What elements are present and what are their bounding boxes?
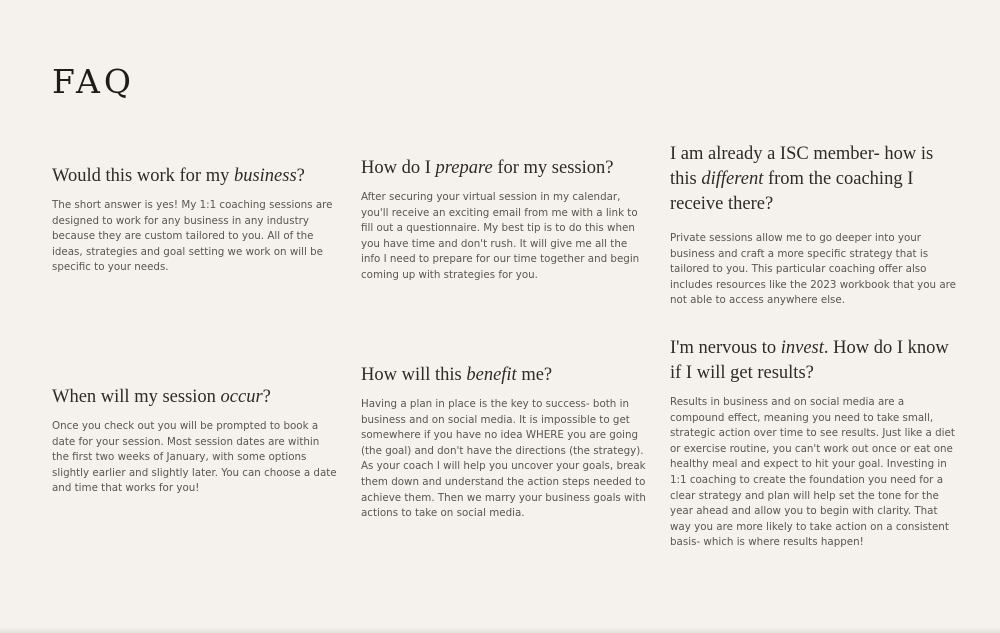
question-text: I'm nervous to [670,338,781,358]
faq-answer: The short answer is yes! My 1:1 coaching sessions are designed to work for any business in any industry because they are custom tailored to you. All of the ideas, strategies and goal setting we work on will be specific to your needs. [52,199,333,274]
faq-answer: Once you check out you will be prompted to book a date for your session. Most session dates are within the first two weeks of January, with some options slightly earlier and slightly later. You can choose a date and time that works for you! [52,420,337,495]
question-emphasis: benefit [466,365,517,385]
question-text: me? [516,365,553,385]
faq-item-invest [670,336,960,551]
faq-answer: Private sessions allow me to go deeper into your business and craft a more specific strategy that is tailored to you. This particular coaching offer also includes resources like the 2023 workbook that you are not able to access anywhere else. [670,232,957,307]
question-text: When will my session [52,387,221,407]
faq-item-business [52,164,337,276]
faq-item-benefit [361,363,646,522]
faq-item-prepare [361,156,646,284]
question-text: ? [296,166,305,186]
question-emphasis: invest [780,338,824,358]
question-text: for my session? [492,158,614,178]
question-text: Would this work for my [52,166,234,186]
faq-question [52,385,337,410]
faq-item-different [670,142,960,309]
faq-question [361,156,646,181]
faq-answer: Results in business and on social media are a compound effect, meaning you need to take small, strategic action over time to see results. Just like a diet or exercise routine, you can't work out once or eat one healthy meal and expect to hit your goal. Investing in 1:1 coaching to create the foundation you need for a clear strategy and plan will help set the tone for the year ahead and allow you to begin with clarity. That way you are more likely to take action on a consistent basis- which is where results happen! [670,396,955,549]
faq-question [670,142,960,217]
question-text: I am already a ISC member- how is this [670,144,934,189]
faq-item-occur [52,385,337,497]
question-text: How do I [361,158,436,178]
faq-answer: Having a plan in place is the key to success- both in business and on social media. It is impossible to get somewhere if you have no idea WHERE you are going (the goal) and don't have the directions (the strategy). As your coach I will help you uncover your goals, break them down and understand the action steps needed to achieve them. Then we marry your business goals with actions to take on social media. [361,398,646,520]
page-title: FAQ [52,62,135,101]
question-emphasis: prepare [435,158,493,178]
question-text: from the coaching I receive there? [670,169,914,214]
faq-question [670,336,960,386]
question-text: How will this [361,365,467,385]
bottom-divider [0,627,1000,633]
question-emphasis: different [701,169,764,189]
question-text: ? [262,387,271,407]
question-emphasis: occur [220,387,263,407]
faq-question [361,363,646,388]
question-text: . How do I know if I will get results? [670,338,949,383]
faq-answer: After securing your virtual session in my calendar, you'll receive an exciting email from me with a link to fill out a questionnaire. My best tip is to do this when you have time and don't rush. It will give me all the info I need to prepare for our time together and begin coming up with strategies for you. [361,191,640,281]
faq-question [52,164,337,189]
question-emphasis: business [233,166,297,186]
